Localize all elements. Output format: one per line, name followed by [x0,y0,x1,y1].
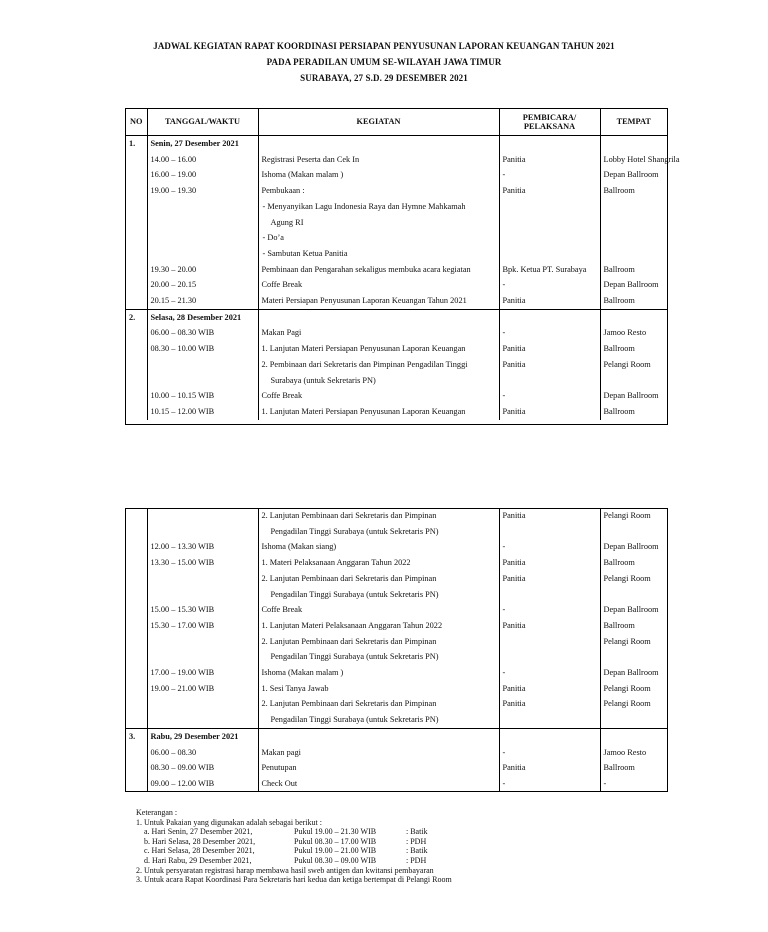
doc-title-line-3: SURABAYA, 27 S.D. 29 DESEMBER 2021 [300,73,468,83]
cell-activity: Coffe Break [258,277,499,293]
table-row [125,325,667,341]
dress-code-a: d. Hari Rabu, 29 Desember 2021, [144,855,252,865]
cell-no [125,388,147,404]
cell-activity: 1. Lanjutan Materi Persiapan Penyusunan Laporan Keuangan [258,341,499,357]
cell-activity: 1. Sesi Tanya Jawab [258,681,499,697]
cell-place: Pelangi Room [603,573,651,583]
cell-speaker: - [499,745,600,761]
cell-time: Rabu, 29 Desember 2021 [147,728,258,744]
cell-no [125,262,147,278]
dress-code-list [136,827,466,865]
cell-activity: Surabaya (untuk Sekretaris PN) [258,373,499,389]
cell-speaker: - [499,388,600,404]
cell-no [125,325,147,341]
cell-no [125,602,147,618]
cell-time: 09.00 – 12.00 WIB [147,776,258,792]
table-row [125,262,667,278]
cell-activity: Pengadilan Tinggi Surabaya (untuk Sekretaris PN) [258,524,499,540]
cell-speaker: - [499,277,600,293]
cell-no: 2. [125,309,147,325]
header-speaker [499,108,600,136]
dress-code-item [136,846,466,856]
table-row [125,649,667,665]
cell-activity: Makan Pagi [258,325,499,341]
note-1: 1. Untuk Pakaian yang digunakan adalah sebagai berikut : [136,817,322,827]
notes-heading: Keterangan : [136,808,178,817]
cell-no: 1. [125,136,147,152]
cell-time [147,571,258,587]
dress-code-item [136,837,466,847]
table-row [125,696,667,712]
cell-activity: Materi Persiapan Penyusunan Laporan Keuangan Tahun 2021 [258,293,499,309]
cell-activity: Coffe Break [258,602,499,618]
cell-speaker: Panitia [499,555,600,571]
cell-no [125,524,147,540]
table-row [125,712,667,728]
cell-place [600,215,667,231]
dress-code-a: a. Hari Senin, 27 Desember 2021, [144,827,253,837]
cell-no [125,649,147,665]
cell-speaker: Panitia [499,571,600,587]
table-row [125,776,667,792]
cell-speaker [499,373,600,389]
dress-code-c: : PDH [406,836,427,846]
cell-speaker [499,230,600,246]
cell-activity: Registrasi Peserta dan Cek In [258,152,499,168]
table-row [125,524,667,540]
cell-time [147,508,258,524]
table-row [125,404,667,420]
cell-no [125,277,147,293]
cell-place: Jamoo Resto [603,747,647,757]
cell-activity: - Sambutan Ketua Panitia [258,246,499,262]
cell-time: 08.30 – 09.00 WIB [147,760,258,776]
dress-code-c: : Batik [406,846,428,856]
cell-speaker [499,728,600,744]
cell-place: Depan Ballroom [603,280,659,290]
cell-time [147,230,258,246]
cell-speaker: Panitia [499,618,600,634]
cell-activity: - Do’a [258,230,499,246]
cell-time: 19.00 – 19.30 [147,183,258,199]
table-row [125,539,667,555]
header-place: TEMPAT [600,108,667,136]
cell-activity: 2. Pembinaan dari Sekretaris dan Pimpinan Pengadilan Tinggi [258,357,499,373]
cell-speaker [499,136,600,152]
cell-activity: 2. Lanjutan Pembinaan dari Sekretaris dan Pimpinan [258,696,499,712]
table-row [125,152,667,168]
cell-time: 06.00 – 08.30 [147,745,258,761]
cell-activity: 1. Materi Pelaksanaan Anggaran Tahun 2022 [258,555,499,571]
header-time: TANGGAL/WAKTU [147,108,258,136]
cell-speaker: Panitia [499,183,600,199]
table-row [125,199,667,215]
table-row [125,277,667,293]
cell-no [125,167,147,183]
cell-no [125,776,147,792]
table-row [125,341,667,357]
header-speaker-line-1: PEMBICARA/ [522,112,577,122]
table-row [125,634,667,650]
cell-speaker: Panitia [499,696,600,712]
cell-time: 13.30 – 15.00 WIB [147,555,258,571]
cell-activity: Agung RI [258,215,499,231]
cell-place: Ballroom [603,186,635,196]
dress-code-c: : Batik [406,827,428,837]
cell-time: 10.00 – 10.15 WIB [147,388,258,404]
cell-time: 19.00 – 21.00 WIB [147,681,258,697]
table-row [125,167,667,183]
cell-activity: Ishoma (Makan siang) [258,539,499,555]
cell-no [125,293,147,309]
cell-time: 12.00 – 13.30 WIB [147,539,258,555]
cell-speaker: Panitia [499,293,600,309]
cell-time: 15.30 – 17.00 WIB [147,618,258,634]
cell-no [125,760,147,776]
cell-place: Ballroom [603,406,635,416]
cell-activity: Pengadilan Tinggi Surabaya (untuk Sekretaris PN) [258,712,499,728]
cell-speaker [499,524,600,540]
dress-code-item [136,856,466,866]
cell-place [600,524,667,540]
dress-code-a: b. Hari Selasa, 28 Desember 2021, [144,836,256,846]
cell-no [125,246,147,262]
cell-place [600,199,667,215]
cell-place: Ballroom [603,763,635,773]
day-row [125,728,667,744]
cell-activity: Ishoma (Makan malam ) [258,167,499,183]
cell-time [147,357,258,373]
cell-no [125,539,147,555]
table-row [125,760,667,776]
cell-no [125,696,147,712]
cell-activity: Coffe Break [258,388,499,404]
cell-time [147,199,258,215]
cell-place [600,587,667,603]
cell-time: 20.00 – 20.15 [147,277,258,293]
cell-speaker [499,246,600,262]
table-row [125,602,667,618]
cell-activity: 2. Lanjutan Pembinaan dari Sekretaris dan Pimpinan [258,508,499,524]
cell-no [125,357,147,373]
cell-speaker: Panitia [499,152,600,168]
cell-no [125,230,147,246]
cell-speaker [499,215,600,231]
header-activity: KEGIATAN [258,108,499,136]
cell-place [600,728,667,744]
cell-speaker: Panitia [499,404,600,420]
cell-speaker: Panitia [499,341,600,357]
day-row [125,309,667,325]
cell-activity: Pembinaan dan Pengarahan sekaligus membuka acara kegiatan [258,262,499,278]
cell-no [125,404,147,420]
cell-activity: 2. Lanjutan Pembinaan dari Sekretaris dan Pimpinan [258,571,499,587]
table-row [125,745,667,761]
cell-activity: 2. Lanjutan Pembinaan dari Sekretaris dan Pimpinan [258,634,499,650]
table-row [125,246,667,262]
cell-time [147,524,258,540]
cell-time: 16.00 – 19.00 [147,167,258,183]
cell-time: 08.30 – 10.00 WIB [147,341,258,357]
cell-place [600,373,667,389]
cell-activity [258,309,499,325]
cell-speaker: - [499,325,600,341]
day-row [125,136,667,152]
cell-activity: Check Out [258,776,499,792]
doc-title-line-2: PADA PERADILAN UMUM SE-WILAYAH JAWA TIMUR [266,57,502,67]
cell-speaker: - [499,776,600,792]
cell-place: Depan Ballroom [603,542,659,552]
cell-place: Pelangi Room [603,636,651,646]
table-row [125,665,667,681]
table-row [125,555,667,571]
dress-code-b: Pukul 19.00 – 21.00 WIB [294,846,377,856]
cell-place: - [603,778,607,788]
cell-speaker: Bpk. Ketua PT. Surabaya [499,262,600,278]
cell-place: Depan Ballroom [603,391,659,401]
cell-no [125,665,147,681]
cell-place: Jamoo Resto [603,328,647,338]
cell-no [125,634,147,650]
cell-place [600,309,667,325]
cell-place: Ballroom [603,264,635,274]
cell-place [600,712,667,728]
cell-no [125,587,147,603]
table-row [125,388,667,404]
cell-time: 14.00 – 16.00 [147,152,258,168]
cell-speaker: Panitia [499,508,600,524]
cell-place: Lobby Hotel Shangrila [603,154,680,164]
cell-activity: Pengadilan Tinggi Surabaya (untuk Sekretaris PN) [258,587,499,603]
cell-place [600,649,667,665]
table-row [125,681,667,697]
cell-time [147,246,258,262]
cell-no [125,745,147,761]
dress-code-b: Pukul 08.30 – 17.00 WIB [294,836,377,846]
cell-place: Depan Ballroom [603,668,659,678]
cell-no [125,618,147,634]
dress-code-b: Pukul 08.30 – 09.00 WIB [294,855,377,865]
cell-activity: Pengadilan Tinggi Surabaya (untuk Sekretaris PN) [258,649,499,665]
cell-place: Pelangi Room [603,359,651,369]
cell-activity: 1. Lanjutan Materi Persiapan Penyusunan Laporan Keuangan [258,404,499,420]
cell-speaker [499,712,600,728]
cell-place: Ballroom [603,296,635,306]
cell-time [147,587,258,603]
cell-no [125,571,147,587]
cell-place [600,230,667,246]
cell-time: 17.00 – 19.00 WIB [147,665,258,681]
cell-speaker [499,634,600,650]
notes-section [136,808,466,885]
cell-no [125,555,147,571]
cell-activity: Makan pagi [258,745,499,761]
cell-time: 10.15 – 12.00 WIB [147,404,258,420]
cell-time [147,649,258,665]
cell-no: 3. [125,728,147,744]
cell-activity [258,728,499,744]
table-row [125,183,667,199]
cell-time [147,634,258,650]
cell-speaker: - [499,665,600,681]
cell-activity: - Menyanyikan Lagu Indonesia Raya dan Hymne Mahkamah [258,199,499,215]
doc-title-line-1: JADWAL KEGIATAN RAPAT KOORDINASI PERSIAPAN PENYUSUNAN LAPORAN KEUANGAN TAHUN 2021 [153,41,615,51]
cell-time [147,215,258,231]
cell-no [125,199,147,215]
table-row [125,357,667,373]
cell-time [147,373,258,389]
header-speaker-line-2: PELAKSANA [523,121,576,131]
cell-time: 15.00 – 15.30 WIB [147,602,258,618]
cell-place: Pelangi Room [603,699,651,709]
cell-time: 20.15 – 21.30 [147,293,258,309]
header-no: NO [125,108,147,136]
dress-code-item [136,827,466,837]
cell-activity: Pembukaan : [258,183,499,199]
cell-activity: 1. Lanjutan Materi Pelaksanaan Anggaran Tahun 2022 [258,618,499,634]
cell-speaker [499,587,600,603]
table-row [125,215,667,231]
cell-activity: Penutupan [258,760,499,776]
cell-place: Depan Ballroom [603,170,659,180]
cell-place [600,136,667,152]
table-row [125,571,667,587]
dress-code-a: c. Hari Selasa, 28 Desember 2021, [144,846,255,856]
cell-speaker [499,649,600,665]
cell-place: Ballroom [603,558,635,568]
cell-speaker: Panitia [499,681,600,697]
cell-speaker [499,309,600,325]
table-row [125,587,667,603]
cell-speaker: Panitia [499,357,600,373]
cell-speaker: - [499,539,600,555]
cell-speaker: - [499,167,600,183]
cell-time: Selasa, 28 Desember 2021 [147,309,258,325]
cell-time [147,712,258,728]
cell-time [147,696,258,712]
schedule-table-page-1 [125,108,680,420]
cell-no [125,341,147,357]
table-row [125,373,667,389]
cell-no [125,152,147,168]
cell-no [125,215,147,231]
schedule-table-page-2 [125,508,667,792]
table-row [125,230,667,246]
cell-activity [258,136,499,152]
cell-no [125,183,147,199]
cell-no [125,373,147,389]
cell-speaker: - [499,602,600,618]
cell-place: Ballroom [603,344,635,354]
cell-activity: Ishoma (Makan malam ) [258,665,499,681]
cell-place: Pelangi Room [603,511,651,520]
cell-no [125,681,147,697]
cell-speaker [499,199,600,215]
cell-place [600,246,667,262]
dress-code-b: Pukul 19.00 – 21.30 WIB [294,827,377,837]
note-2: 2. Untuk persyaratan registrasi harap membawa hasil sweb antigen dan kwitansi pembayaran [136,865,434,875]
cell-place: Depan Ballroom [603,605,659,615]
cell-time: 19.30 – 20.00 [147,262,258,278]
cell-time: 06.00 – 08.30 WIB [147,325,258,341]
cell-no [125,712,147,728]
cell-place: Pelangi Room [603,683,651,693]
cell-time: Senin, 27 Desember 2021 [147,136,258,152]
cell-speaker: Panitia [499,760,600,776]
table-row [125,618,667,634]
dress-code-c: : PDH [406,855,427,865]
table-header-row [125,108,667,136]
cell-place: Ballroom [603,620,635,630]
note-3: 3. Untuk acara Rapat Koordinasi Para Sekretaris hari kedua dan ketiga bertempat di Pelangi Room [136,875,452,885]
cell-no [125,508,147,524]
table-row [125,293,667,309]
table-row [125,508,667,524]
